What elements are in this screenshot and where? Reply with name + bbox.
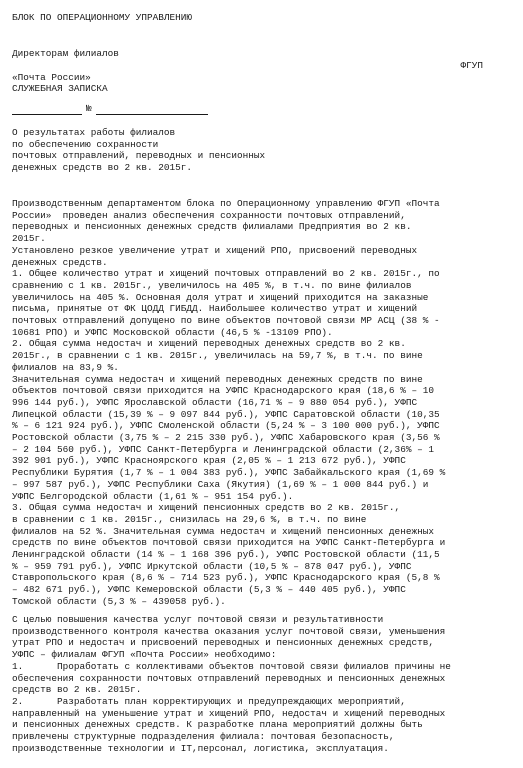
closing-line: 1. Проработать с коллективами объектов почтовой связи филиалов причины не bbox=[12, 660, 451, 672]
body-line: Ленинградской области (14 % – 1 168 396 руб.), УФПС Ростовской области (11,5 bbox=[12, 549, 440, 560]
org-code: ФГУП bbox=[460, 60, 483, 71]
body-line: 3. Общая сумма недостач и хищений пенсионных средств во 2 кв. 2015г., bbox=[12, 502, 401, 514]
body-line: увеличилось на 405 %. Основная доля утрат и хищений приходится на заказные bbox=[12, 291, 429, 303]
body-line: письма, принятые от ФК ЦОДД ГИБДД. Наибольшее количество утрат и хищений bbox=[12, 303, 418, 315]
number-sign: № bbox=[86, 103, 92, 114]
closing-line: обеспечения сохранности почтовых отправлений переводных и пенсионных денежных bbox=[12, 672, 446, 684]
closing-line: 2. Разработать план корректирующих и предупреждающих мероприятий, bbox=[12, 695, 406, 707]
body-line: Ставропольского края (8,6 % – 714 523 руб.), УФПС Краснодарского края (5,8 % bbox=[12, 572, 440, 584]
body-line: 2015г. bbox=[12, 233, 46, 245]
body-line: 1. Общее количество утрат и хищений почтовых отправлений во 2 кв. 2015г., по bbox=[12, 268, 440, 280]
body-line: 10681 РПО) и УФПС Московской области (46,5 % -13109 РПО). bbox=[12, 326, 333, 338]
body-line: % – 959 791 руб.), УФПС Иркутской области (10,5 % – 878 047 руб.), УФПС bbox=[12, 560, 412, 572]
closing-line: производственного контроля качества оказания услуг почтовой связи, уменьшения bbox=[12, 625, 446, 637]
body-line: УФПС Белгородской области (1,61 % – 951 154 руб.). bbox=[12, 490, 294, 502]
body-line: % – 6 121 924 руб.), УФПС Смоленской области (5,24 % – 3 100 000 руб.), УФПС bbox=[12, 420, 440, 432]
body-line: – 2 104 560 руб.), УФПС Санкт-Петербурга и Ленинградской области (2,36% – 1 bbox=[12, 443, 434, 455]
body-line: филиалов на 52 %. Значительная сумма недостач и хищений пенсионных денежных bbox=[12, 525, 434, 537]
subject-line: почтовых отправлений, переводных и пенсионных bbox=[12, 150, 266, 162]
closing-line: производственные технологии и IT,персонал, логистика, эксплуатация. bbox=[12, 742, 389, 754]
body-line: Производственным департаментом блока по Операционному управлению ФГУП «Почта bbox=[12, 198, 440, 209]
body-line: денежных средств. bbox=[12, 256, 108, 268]
date-underline bbox=[12, 114, 82, 115]
body-line: Липецкой области (15,39 % – 9 097 844 руб.), УФПС Саратовской области (10,35 bbox=[12, 408, 440, 420]
body-line: Значительная сумма недостач и хищений переводных денежных средств по вине bbox=[12, 373, 423, 385]
body-line: 2015г., в сравнении с 1 кв. 2015г., увеличилась на 59,7 %, в т.ч. по вине bbox=[12, 350, 423, 362]
body-line: переводных и пенсионных денежных средств филиалами Предприятия во 2 кв. bbox=[12, 221, 412, 233]
body-line: – 997 587 руб.), УФПС Республики Саха (Якутия) (1,69 % – 1 000 844 руб.) и bbox=[12, 478, 429, 490]
body-line: объектов почтовой связи приходится на УФПС Краснодарского края (18,6 % – 10 bbox=[12, 385, 434, 397]
body-line: 996 144 руб.), УФПС Ярославской области (16,71 % – 9 880 054 руб.), УФПС bbox=[12, 396, 418, 408]
closing-line: привлечены структурные подразделения филиала: почтовая безопасность, bbox=[12, 731, 395, 742]
subject-line: О результатах работы филиалов bbox=[12, 127, 176, 138]
body-line: почтовых отправлений допущено по вине объектов почтовой связи МР АСЦ (38 % - bbox=[12, 315, 440, 326]
subject-line: по обеспечению сохранности bbox=[12, 138, 159, 150]
body-line: средств по вине объектов почтовой связи приходится на УФПС Санкт-Петербурга и bbox=[12, 537, 446, 549]
subject-line: денежных средств во 2 кв. 2015г. bbox=[12, 162, 193, 174]
body-line: России» проведен анализ обеспечения сохранности почтовых отправлений, bbox=[12, 209, 406, 221]
body-line: филиалов на 83,9 %. bbox=[12, 361, 119, 373]
body-line: 392 901 руб.), УФПС Красноярского края (2,05 % – 1 213 672 руб.), УФПС bbox=[12, 455, 406, 467]
closing-line: средств во 2 кв. 2015г. bbox=[12, 684, 142, 696]
body-line: Томской области (5,3 % – 439058 руб.). bbox=[12, 595, 226, 607]
org-name: «Почта России» bbox=[12, 72, 91, 83]
addressee: Директорам филиалов bbox=[12, 48, 119, 59]
body-line: – 482 671 руб.), УФПС Кемеровской области (5,3 % – 440 405 руб.), УФПС bbox=[12, 584, 406, 596]
number-underline bbox=[96, 114, 208, 115]
body-line: сравнению с 1 кв. 2015г., увеличилось на 405 %, в т.ч. по вине филиалов bbox=[12, 279, 412, 291]
document-type: СЛУЖЕБНАЯ ЗАПИСКА bbox=[12, 83, 108, 94]
closing-line: направленный на уменьшение утрат и хищений РПО, недостач и хищений переводных bbox=[12, 707, 446, 719]
body-line: Республики Бурятия (1,7 % – 1 004 383 руб.), УФПС Забайкальского края (1,69 % bbox=[12, 467, 446, 479]
department-header: БЛОК ПО ОПЕРАЦИОННОМУ УПРАВЛЕНИЮ bbox=[12, 12, 193, 23]
body-line: в сравнении с 1 кв. 2015г., снизилась на 29,6 %, в т.ч. по вине bbox=[12, 513, 367, 525]
closing-line: С целью повышения качества услуг почтовой связи и результативности bbox=[12, 614, 384, 625]
body-line: Установлено резкое увеличение утрат и хищений РПО, присвоений переводных bbox=[12, 244, 418, 256]
closing-line: и пенсионных денежных средств. К разработке плана мероприятий должны быть bbox=[12, 719, 423, 731]
closing-line: УФПС – филиалам ФГУП «Почта России» необходимо: bbox=[12, 649, 277, 661]
closing-line: утрат РПО и недостач и присвоений переводных и пенсионных денежных средств, bbox=[12, 637, 434, 649]
body-line: Ростовской области (3,75 % – 2 215 330 руб.), УФПС Хабаровского края (3,56 % bbox=[12, 432, 440, 443]
document-number-line bbox=[12, 103, 208, 115]
body-line: 2. Общая сумма недостач и хищений переводных денежных средств во 2 кв. bbox=[12, 338, 406, 350]
